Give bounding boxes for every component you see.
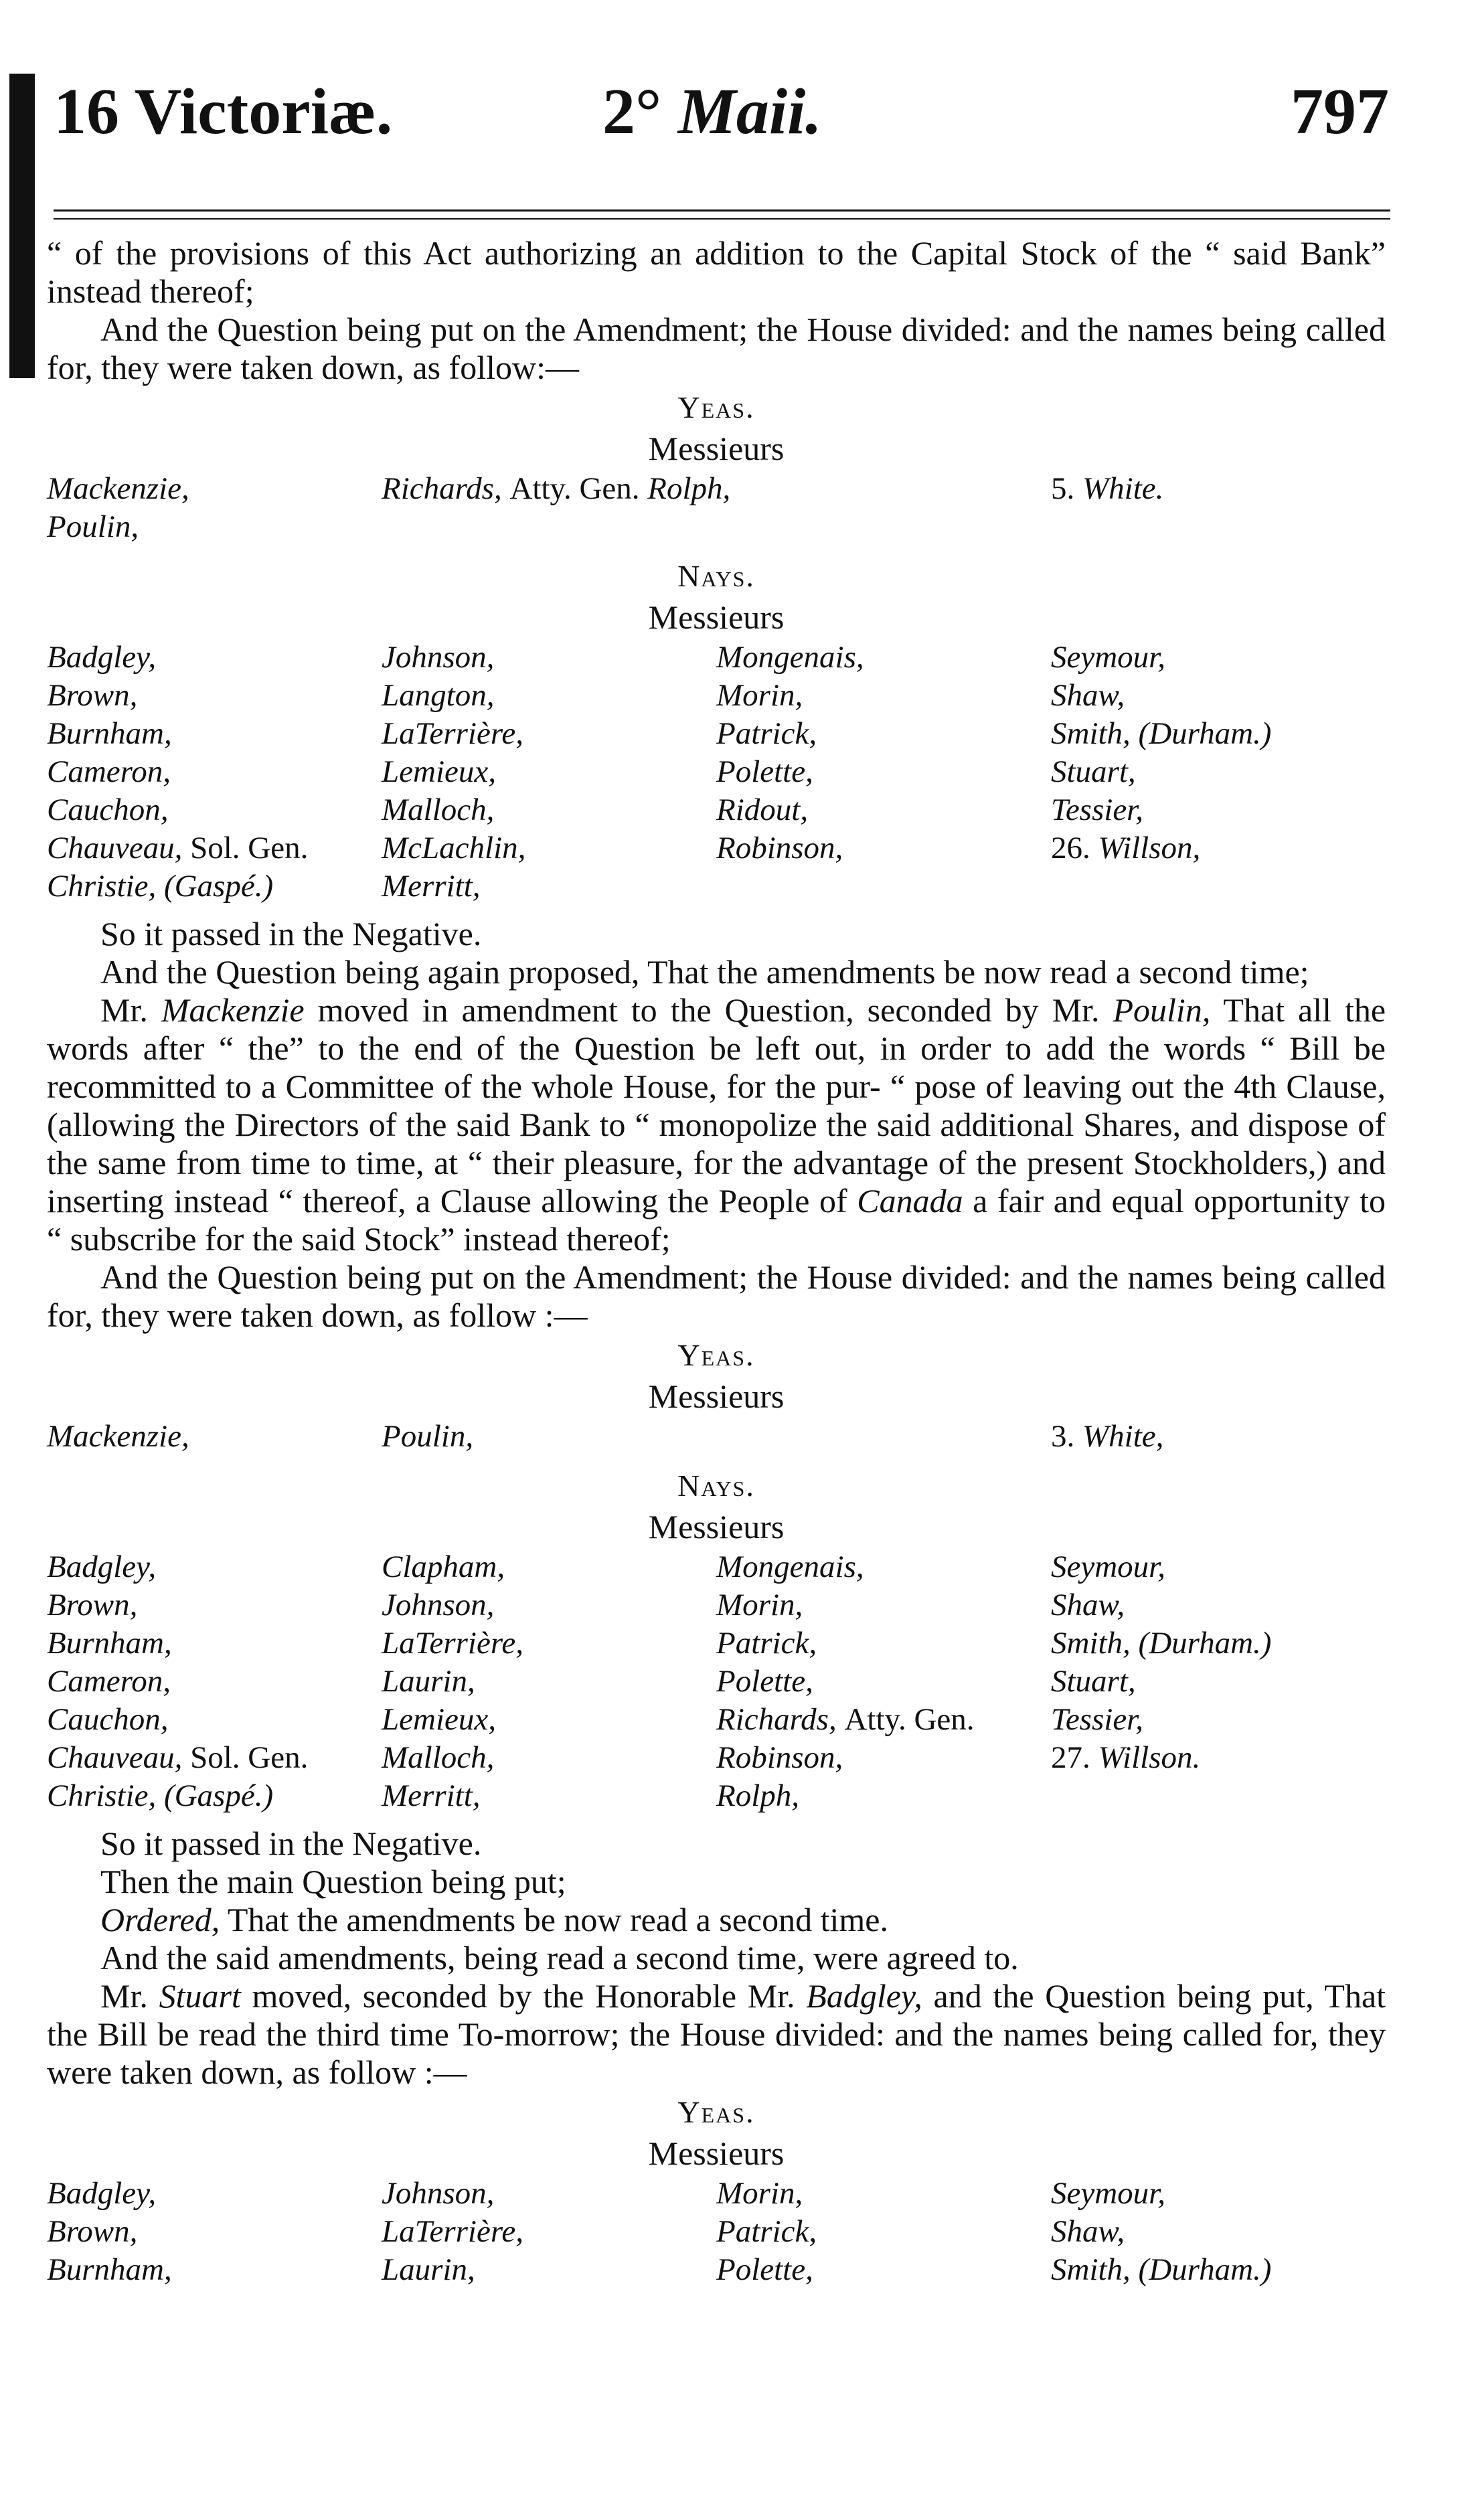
member-name: LaTerrière, xyxy=(382,1626,523,1661)
paragraph-question: And the Question being put on the Amendment; the House divided: and the names being called for, they were taken down, as follow :— xyxy=(47,1258,1386,1334)
member-name: Cauchon, xyxy=(47,1702,169,1737)
name-column xyxy=(716,639,1051,906)
member-name: Morin, xyxy=(716,2176,803,2211)
name-column xyxy=(47,639,382,906)
member-name: Laurin, xyxy=(382,2252,475,2287)
member-name: Polette, xyxy=(716,754,813,789)
vote-list xyxy=(47,639,1386,906)
name-column xyxy=(716,2175,1051,2289)
member-name: 5. White. xyxy=(1051,471,1164,506)
mover-name: Stuart xyxy=(159,1977,241,2015)
member-name: LaTerrière, xyxy=(382,2214,523,2249)
member-name: Laurin, xyxy=(382,1664,475,1699)
yeas-heading: Yeas. xyxy=(677,2095,755,2129)
name-column xyxy=(1051,470,1386,546)
name-column xyxy=(716,470,1051,546)
member-name: Cauchon, xyxy=(47,792,169,827)
name-column xyxy=(382,2175,716,2289)
member-name: 3. White, xyxy=(1051,1419,1164,1454)
member-name: Brown, xyxy=(47,1588,138,1622)
member-name: Polette, xyxy=(716,1664,813,1699)
member-name: Shaw, xyxy=(1051,2214,1125,2249)
member-name: Lemieux, xyxy=(382,1702,496,1737)
member-name: Johnson, xyxy=(382,1588,495,1622)
page-number: 797 xyxy=(1291,76,1389,148)
messieurs-label: Messieurs xyxy=(648,598,785,636)
member-name: Seymour, xyxy=(1051,640,1165,675)
name-column xyxy=(1051,1548,1386,1815)
paragraph-agreed: And the said amendments, being read a second time, were agreed to. xyxy=(100,1939,1019,1977)
member-name: Poulin, xyxy=(382,1419,474,1454)
vote-list xyxy=(47,1418,1386,1456)
member-name: Clapham, xyxy=(382,1549,505,1584)
yeas-heading: Yeas. xyxy=(677,390,755,424)
seconder-name: Badgley, xyxy=(806,1977,922,2015)
member-name: Badgley, xyxy=(47,1549,157,1584)
member-name: Seymour, xyxy=(1051,2176,1165,2211)
member-name: Patrick, xyxy=(716,1626,817,1661)
member-name: Poulin, xyxy=(47,509,139,544)
member-name: Johnson, xyxy=(382,2176,495,2211)
member-name: Badgley, xyxy=(47,2176,157,2211)
member-name: Brown, xyxy=(47,678,138,713)
messieurs-label: Messieurs xyxy=(648,430,785,467)
name-column xyxy=(716,1548,1051,1815)
member-name: Smith, (Durham.) xyxy=(1051,1626,1272,1661)
member-name: Cameron, xyxy=(47,754,171,789)
messieurs-label: Messieurs xyxy=(648,1377,785,1415)
member-name: Johnson, xyxy=(382,640,495,675)
member-name: Burnham, xyxy=(47,1626,172,1661)
member-name: Mackenzie, xyxy=(47,1419,189,1454)
member-name: Burnham, xyxy=(47,2252,172,2287)
member-name: Merritt, xyxy=(382,1778,481,1813)
name-column xyxy=(1051,639,1386,906)
name-column xyxy=(716,1418,1051,1456)
member-name: Shaw, xyxy=(1051,678,1125,713)
paragraph-ordered: Ordered, That the amendments be now read a second time. xyxy=(100,1901,888,1938)
yeas-heading: Yeas. xyxy=(677,1338,755,1372)
member-name: Tessier, xyxy=(1051,792,1144,827)
messieurs-label: Messieurs xyxy=(648,1508,785,1545)
member-name: Robinson, xyxy=(716,831,843,865)
paragraph-amendment: Mr. Mackenzie moved in amendment to the Question, seconded by Mr. Poulin, That all the words after “ the” to the end of the Question be left out, in order to add the words “ Bill be recommitted to a Committee of the whole House, for the pur- “ pose of leaving out the 4th Clause, (allowing the Directors of the said Bank to “ monopolize the said additional Shares, and dispose of the same from time to time, at “ their pleasure, for the advantage of the present Stockholders,) and inserting instead “ thereof, a Clause allowing the People of Canada a fair and equal opportunity to “ subscribe for the said Stock” instead thereof; xyxy=(47,991,1386,1258)
member-name: Shaw, xyxy=(1051,1588,1125,1622)
name-column xyxy=(47,2175,382,2289)
member-name: LaTerrière, xyxy=(382,716,523,751)
member-name: Tessier, xyxy=(1051,1702,1144,1737)
name-column xyxy=(47,1548,382,1815)
member-name: Merritt, xyxy=(382,869,481,904)
name-column xyxy=(382,639,716,906)
member-name: Badgley, xyxy=(47,640,157,675)
member-name: Stuart, xyxy=(1051,1664,1136,1699)
nays-heading: Nays. xyxy=(677,1468,755,1503)
messieurs-label: Messieurs xyxy=(648,2134,785,2172)
date-day: 2° xyxy=(602,76,662,148)
name-column xyxy=(47,1418,382,1456)
member-name: Ridout, xyxy=(716,792,809,827)
paragraph-continued: “ of the provisions of this Act authorizing an addition to the Capital Stock of the “ said Bank” instead thereof; xyxy=(47,234,1386,310)
member-name: Patrick, xyxy=(716,716,817,751)
member-name: Malloch, xyxy=(382,1740,495,1775)
member-name: Rolph, xyxy=(716,1778,800,1813)
paragraph-main-question: Then the main Question being put; xyxy=(100,1863,566,1900)
member-name: Morin, xyxy=(716,678,803,713)
member-name: Christie, (Gaspé.) xyxy=(47,869,274,904)
member-name: Robinson, xyxy=(716,1740,843,1775)
vote-list xyxy=(47,2175,1386,2289)
member-name: Seymour, xyxy=(1051,1549,1165,1584)
date-month: Maii. xyxy=(677,76,822,148)
member-name: Malloch, xyxy=(382,792,495,827)
member-name: Mongenais, xyxy=(716,640,864,675)
mover-name: Mackenzie xyxy=(161,991,305,1029)
member-name: Lemieux, xyxy=(382,754,496,789)
seconder-name: Poulin, xyxy=(1113,991,1211,1029)
header-rule-thin xyxy=(54,218,1390,220)
member-name: Mackenzie, xyxy=(47,471,189,506)
result-negative: So it passed in the Negative. xyxy=(100,1825,482,1862)
member-name: Brown, xyxy=(47,2214,138,2249)
member-name: Smith, (Durham.) xyxy=(1051,2252,1272,2287)
member-name: Burnham, xyxy=(47,716,172,751)
name-column xyxy=(382,470,731,546)
name-column xyxy=(382,1418,716,1456)
member-name: Richards, Atty. Gen. Rolph, xyxy=(382,471,731,506)
member-name: Patrick, xyxy=(716,2214,817,2249)
name-column xyxy=(382,1548,716,1815)
member-name: Christie, (Gaspé.) xyxy=(47,1778,274,1813)
running-head-date xyxy=(602,76,822,148)
header-rule xyxy=(54,209,1390,212)
member-name: Cameron, xyxy=(47,1664,171,1699)
member-name: Polette, xyxy=(716,2252,813,2287)
member-name: 26. Willson, xyxy=(1051,831,1201,865)
running-head-title: 16 Victoriæ. xyxy=(54,76,393,148)
paragraph-question: And the Question being put on the Amendment; the House divided: and the names being called for, they were taken down, as follow:— xyxy=(47,311,1386,386)
member-name: Smith, (Durham.) xyxy=(1051,716,1272,751)
member-name: Chauveau, Sol. Gen. xyxy=(47,831,309,865)
member-name: McLachlin, xyxy=(382,831,526,865)
name-column xyxy=(1051,1418,1386,1456)
paragraph-question-again: And the Question being again proposed, That the amendments be now read a second time; xyxy=(100,953,1309,991)
member-name: Mongenais, xyxy=(716,1549,864,1584)
member-name: Chauveau, Sol. Gen. xyxy=(47,1740,309,1775)
result-negative: So it passed in the Negative. xyxy=(100,915,482,952)
paragraph-third-reading: Mr. Stuart moved, seconded by the Honorable Mr. Badgley, and the Question being put, That the Bill be read the third time To-morrow; the House divided: and the names being called for, they were taken down, as follow :— xyxy=(47,1977,1386,2091)
name-column xyxy=(47,470,382,546)
vote-list xyxy=(47,470,1386,546)
vote-list xyxy=(47,1548,1386,1815)
member-name: Langton, xyxy=(382,678,495,713)
name-column xyxy=(1051,2175,1386,2289)
nays-heading: Nays. xyxy=(677,559,755,593)
member-name: Stuart, xyxy=(1051,754,1136,789)
margin-bar xyxy=(9,74,35,378)
member-name: Richards, Atty. Gen. xyxy=(716,1702,975,1737)
page-body xyxy=(47,234,1386,2298)
member-name: Morin, xyxy=(716,1588,803,1622)
member-name: 27. Willson. xyxy=(1051,1740,1201,1775)
